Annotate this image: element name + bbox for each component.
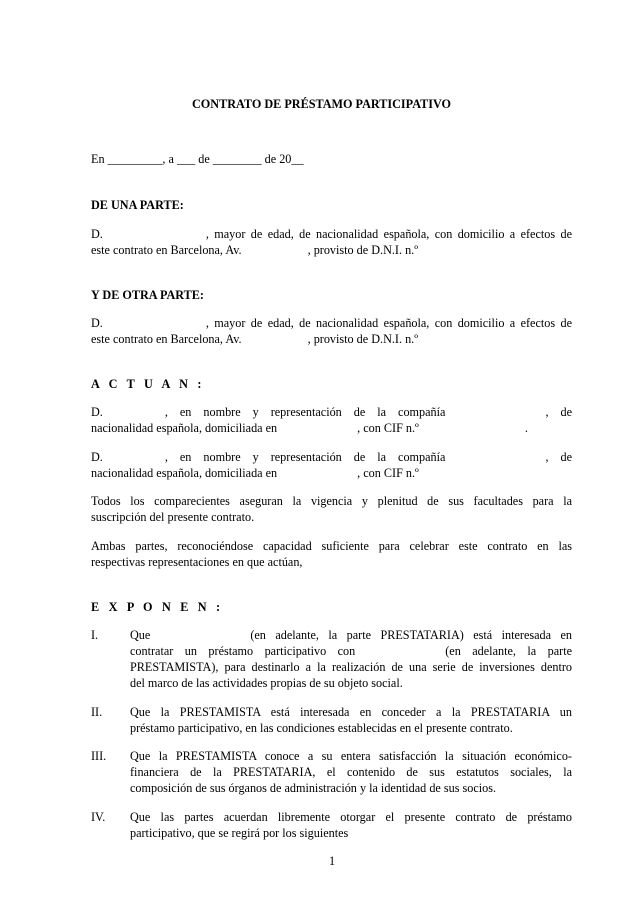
ambas-line-2: respectivas representaciones en que actúan, xyxy=(91,555,303,569)
parte-dos-line-2: este contrato en Barcelona, Av. , provisto de D.N.I. n.º xyxy=(91,332,419,346)
heading-actuan: A C T U A N : xyxy=(91,377,205,391)
date-line: En _________, a ___ de ________ de 20__ xyxy=(91,152,304,166)
actuan-first-line-1: D. , en nombre y representación de la compañía , de xyxy=(91,405,572,419)
page-number: 1 xyxy=(329,854,336,868)
actuan-second-line-1: D. , en nombre y representación de la compañía , de xyxy=(91,450,572,464)
document-title: CONTRATO DE PRÉSTAMO PARTICIPATIVO xyxy=(192,97,452,111)
heading-de-otra-parte: Y DE OTRA PARTE: xyxy=(91,288,204,302)
item-2-line-1: Que la PRESTAMISTA está interesada en conceder a la PRESTATARIA un xyxy=(130,705,572,719)
actuan-second-line-2: nacionalidad española, domiciliada en , con CIF n.º xyxy=(91,466,419,480)
item-2-line-2: préstamo participativo, en las condiciones establecidas en el presente contrato. xyxy=(130,721,513,735)
item-3-numeral: III. xyxy=(91,749,107,763)
item-3-line-1: Que la PRESTAMISTA conoce a su entera satisfacción la situación económico- xyxy=(130,749,572,763)
todos-line-2: suscripción del presente contrato. xyxy=(91,510,255,524)
item-2-numeral: II. xyxy=(91,705,103,719)
parte-dos-line-1: D. , mayor de edad, de nacionalidad española, con domicilio a efectos de xyxy=(91,316,572,330)
parte-uno-line-2: este contrato en Barcelona, Av. , provisto de D.N.I. n.º xyxy=(91,243,419,257)
item-1-line-2: contratar un préstamo participativo con (en adelante, la parte xyxy=(130,644,572,658)
item-1-line-1: Que (en adelante, la parte PRESTATARIA) está interesada en xyxy=(130,628,572,642)
item-1-line-3: PRESTAMISTA), para destinarlo a la realización de una serie de inversiones dentro xyxy=(130,660,572,674)
item-4-line-1: Que las partes acuerdan libremente otorgar el presente contrato de préstamo xyxy=(130,810,572,824)
heading-de-una-parte: DE UNA PARTE: xyxy=(91,198,184,212)
item-3-line-3: composición de sus órganos de administración y la identidad de sus socios. xyxy=(130,781,497,795)
actuan-first-line-2: nacionalidad española, domiciliada en , con CIF n.º . xyxy=(91,421,528,435)
item-1-numeral: I. xyxy=(91,628,99,642)
item-4-numeral: IV. xyxy=(91,810,106,824)
item-1-line-4: del marco de las actividades propias de su objeto social. xyxy=(130,676,403,690)
item-4-line-2: participativo, que se regirá por los siguientes xyxy=(130,826,349,840)
item-3-line-2: financiera de la PRESTATARIA, el contenido de sus estatutos sociales, la xyxy=(130,765,572,779)
parte-uno-line-1: D. , mayor de edad, de nacionalidad española, con domicilio a efectos de xyxy=(91,227,572,241)
todos-line-1: Todos los comparecientes aseguran la vigencia y plenitud de sus facultades para la xyxy=(91,494,572,508)
heading-exponen: E X P O N E N : xyxy=(91,600,224,614)
ambas-line-1: Ambas partes, reconociéndose capacidad suficiente para celebrar este contrato en las xyxy=(91,539,572,553)
